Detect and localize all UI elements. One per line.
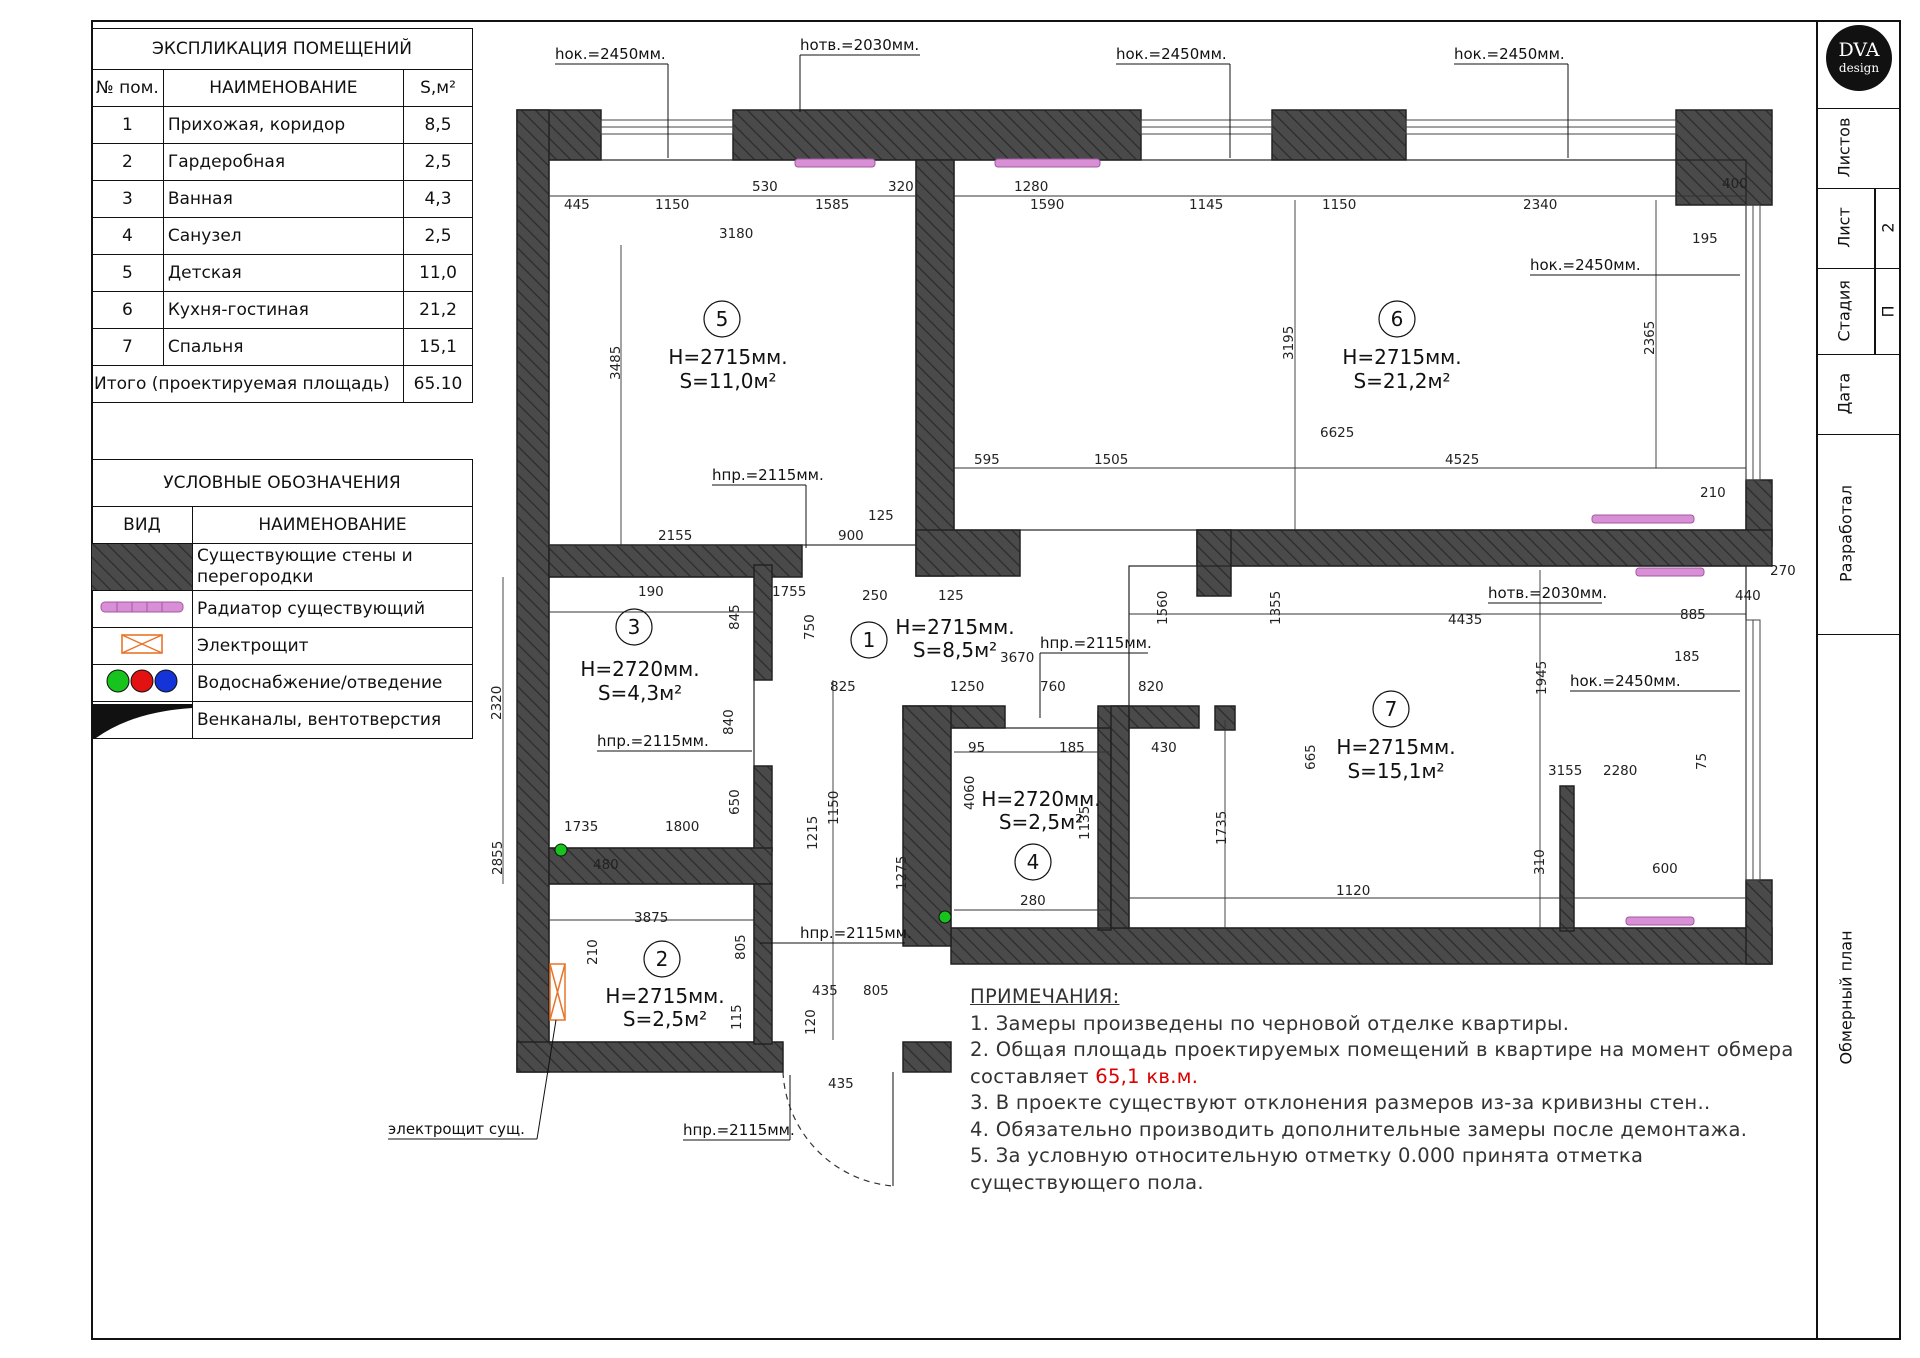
dim-label: 1560 xyxy=(1155,590,1171,625)
explication-title: ЭКСПЛИКАЦИЯ ПОМЕЩЕНИЙ xyxy=(92,29,473,70)
row-num: 2 xyxy=(92,144,164,181)
dim-label: 1585 xyxy=(815,197,850,213)
dim-label: 805 xyxy=(863,983,889,999)
notes-block xyxy=(970,984,1794,1196)
total-label: Итого (проектируемая площадь) xyxy=(92,366,404,403)
row-num: 5 xyxy=(92,255,164,292)
dim-label: 210 xyxy=(585,939,601,965)
note-line: 1. Замеры произведены по черновой отделке квартиры. xyxy=(970,1011,1570,1035)
legend-label: Радиатор существующий xyxy=(193,591,473,628)
callout-door-room5: hпр.=2115мм. xyxy=(712,466,824,484)
note-line: 4. Обязательно производить дополнительные замеры после демонтажа. xyxy=(970,1117,1748,1141)
dim-label: 845 xyxy=(727,604,743,630)
col-header-num: № пом. xyxy=(92,70,164,107)
dim-label: 4435 xyxy=(1448,612,1483,628)
total-area-value: 65,1 кв.м. xyxy=(1095,1064,1199,1088)
row-name: Спальня xyxy=(163,329,403,366)
row-name: Кухня-гостиная xyxy=(163,292,403,329)
dim-label: 1735 xyxy=(564,819,599,835)
room-area: S=11,0м² xyxy=(679,369,777,393)
dim-label: 1120 xyxy=(1336,883,1371,899)
dim-label: 75 xyxy=(1694,752,1710,770)
row-name: Санузел xyxy=(163,218,403,255)
dim-label: 2155 xyxy=(658,528,693,544)
dim-label: 1150 xyxy=(1322,197,1357,213)
dim-label: 2320 xyxy=(489,685,505,720)
legend-header-view: ВИД xyxy=(92,507,193,544)
dim-label: 2340 xyxy=(1523,197,1558,213)
dim-label: 310 xyxy=(1532,849,1548,875)
row-num: 3 xyxy=(92,181,164,218)
drawing-title: Обмерный план xyxy=(1836,930,1856,1065)
dim-label: 1215 xyxy=(805,815,821,850)
dim-label: 595 xyxy=(974,452,1000,468)
dim-label: 125 xyxy=(938,588,964,604)
radiator-icon xyxy=(1626,917,1694,925)
dim-label: 1735 xyxy=(1214,810,1230,845)
sheet-label: Лист xyxy=(1834,207,1854,248)
date-label: Дата xyxy=(1834,372,1854,415)
room-labels xyxy=(580,301,1461,1031)
callout-vent-top: hотв.=2030мм. xyxy=(800,36,920,54)
room-number: 3 xyxy=(627,615,641,639)
notes-title: ПРИМЕЧАНИЯ: xyxy=(970,985,1120,1008)
col-header-area: S,м² xyxy=(404,70,473,107)
row-name: Детская xyxy=(163,255,403,292)
stage-label: Стадия xyxy=(1834,280,1854,342)
callout-door-room3: hпр.=2115мм. xyxy=(597,732,709,750)
room-3-label xyxy=(580,609,699,705)
note-line: 3. В проекте существуют отклонения размеров из-за кривизны стен.. xyxy=(970,1091,1711,1114)
dim-label: 1150 xyxy=(655,197,690,213)
room-number: 5 xyxy=(715,307,729,331)
dim-label: 185 xyxy=(1059,740,1085,756)
dim-label: 825 xyxy=(830,679,856,695)
dim-label: 1590 xyxy=(1030,197,1065,213)
dim-label: 600 xyxy=(1652,861,1678,877)
dim-label: 900 xyxy=(838,528,864,544)
dim-label: 440 xyxy=(1735,588,1761,604)
callout-window-top1: hок.=2450мм. xyxy=(555,45,666,63)
stamp-cell xyxy=(1816,108,1901,188)
dim-label: 760 xyxy=(1040,679,1066,695)
room-area: S=8,5м² xyxy=(912,638,998,662)
row-name: Прихожая, коридор xyxy=(163,107,403,144)
dim-label: 2855 xyxy=(490,840,506,875)
callout-vent-right: hотв.=2030мм. xyxy=(1488,584,1608,602)
room-6-label xyxy=(1342,301,1461,393)
stamp-cell xyxy=(1816,354,1901,434)
callout-door-room2: hпр.=2115мм. xyxy=(800,924,912,942)
stamp-cell xyxy=(1816,434,1901,634)
note-line: 2. Общая площадь проектируемых помещений в квартире на момент обмера xyxy=(970,1038,1794,1061)
logo-line2: design xyxy=(1838,61,1880,75)
dim-label: 1275 xyxy=(894,855,910,890)
dim-label: 805 xyxy=(733,934,749,960)
room-number: 2 xyxy=(655,947,669,971)
radiator-icon xyxy=(1636,568,1704,576)
legend-label: Электрощит xyxy=(193,628,473,665)
dim-label: 3180 xyxy=(719,226,754,242)
room-height: H=2720мм. xyxy=(580,657,700,681)
dim-label: 1355 xyxy=(1268,590,1284,625)
callout-window-top2: hок.=2450мм. xyxy=(1116,45,1227,63)
dim-label: 530 xyxy=(752,179,778,195)
row-num: 1 xyxy=(92,107,164,144)
note-line: 5. За условную относительную отметку 0.000 принята отметка xyxy=(970,1144,1644,1167)
logo-line1: DVA xyxy=(1838,39,1880,61)
room-height: H=2715мм. xyxy=(668,345,788,369)
room-height: H=2715мм. xyxy=(895,615,1015,639)
room-4-label xyxy=(981,787,1100,880)
stamp-divider xyxy=(1874,188,1876,354)
room-1-label xyxy=(851,615,1015,662)
dim-label: 435 xyxy=(828,1076,854,1092)
room-5-label xyxy=(668,301,787,393)
room-height: H=2715мм. xyxy=(1336,735,1456,759)
dim-label: 480 xyxy=(593,857,619,873)
dim-label: 3485 xyxy=(608,345,624,380)
row-name: Гардеробная xyxy=(163,144,403,181)
legend-header-name: НАИМЕНОВАНИЕ xyxy=(193,507,473,544)
note-line: существующего пола. xyxy=(970,1170,1204,1194)
callout-door-corridor: hпр.=2115мм. xyxy=(1040,634,1152,652)
windows xyxy=(601,120,1760,880)
dim-label: 3195 xyxy=(1281,325,1297,360)
dim-label: 250 xyxy=(862,588,888,604)
note-prefix: составляет xyxy=(970,1064,1096,1088)
callout-window-top3: hок.=2450мм. xyxy=(1454,45,1565,63)
room-number: 1 xyxy=(862,628,876,652)
row-area: 8,5 xyxy=(404,107,473,144)
room-number: 4 xyxy=(1026,850,1040,874)
dim-label: 3155 xyxy=(1548,763,1583,779)
legend-label: Существующие стены и перегородки xyxy=(193,544,473,591)
dim-label: 1800 xyxy=(665,819,700,835)
col-header-name: НАИМЕНОВАНИЕ xyxy=(163,70,403,107)
room-number: 7 xyxy=(1384,697,1398,721)
dim-label: 125 xyxy=(868,508,894,524)
row-num: 4 xyxy=(92,218,164,255)
room-height: H=2715мм. xyxy=(605,984,725,1008)
total-value: 65.10 xyxy=(404,366,473,403)
dim-label: 1755 xyxy=(772,584,807,600)
row-area: 2,5 xyxy=(404,218,473,255)
legend-label: Водоснабжение/отведение xyxy=(193,665,473,702)
legend-title: УСЛОВНЫЕ ОБОЗНАЧЕНИЯ xyxy=(92,460,473,507)
radiator-icon xyxy=(795,159,875,167)
row-name: Ванная xyxy=(163,181,403,218)
room-area: S=2,5м² xyxy=(998,810,1084,834)
dim-label: 270 xyxy=(1770,563,1796,579)
dim-label: 210 xyxy=(1700,485,1726,501)
legend-label: Венканалы, вентотверстия xyxy=(193,702,473,739)
room-area: S=4,3м² xyxy=(597,681,683,705)
dim-label: 120 xyxy=(803,1009,819,1035)
dim-label: 115 xyxy=(729,1004,745,1030)
radiator-icon xyxy=(1592,515,1694,523)
row-num: 7 xyxy=(92,329,164,366)
stamp-cell xyxy=(1816,634,1901,1340)
dim-label: 1150 xyxy=(826,790,842,825)
dim-label: 1280 xyxy=(1014,179,1049,195)
dim-label: 4525 xyxy=(1445,452,1480,468)
dim-label: 445 xyxy=(564,197,590,213)
sheet-value: 2 xyxy=(1878,222,1898,233)
row-area: 4,3 xyxy=(404,181,473,218)
title-block xyxy=(1816,20,1901,1340)
dim-label: 95 xyxy=(968,740,986,756)
dim-label: 820 xyxy=(1138,679,1164,695)
dim-label: 1505 xyxy=(1094,452,1129,468)
callout-panel: электрощит сущ. xyxy=(388,1120,525,1138)
dim-label: 6625 xyxy=(1320,425,1355,441)
dim-label: 4060 xyxy=(962,775,978,810)
dim-label: 1145 xyxy=(1189,197,1224,213)
row-area: 21,2 xyxy=(404,292,473,329)
room-number: 6 xyxy=(1390,307,1404,331)
radiator-icon xyxy=(995,159,1100,167)
dim-label: 665 xyxy=(1303,744,1319,770)
dim-label: 2365 xyxy=(1642,320,1658,355)
callout-window-right1: hок.=2450мм. xyxy=(1530,256,1641,274)
room-height: H=2715мм. xyxy=(1342,345,1462,369)
dim-label: 190 xyxy=(638,584,664,600)
dim-label: 1945 xyxy=(1534,660,1550,695)
dim-label: 1135 xyxy=(1077,805,1093,840)
note-line xyxy=(970,1064,1794,1091)
dim-label: 435 xyxy=(812,983,838,999)
room-area: S=2,5м² xyxy=(622,1007,708,1031)
dim-label: 185 xyxy=(1674,649,1700,665)
room-7-label xyxy=(1336,691,1455,783)
dim-label: 430 xyxy=(1151,740,1177,756)
dim-label: 3670 xyxy=(1000,650,1035,666)
room-2-label xyxy=(605,941,724,1031)
sheets-label: Листов xyxy=(1834,117,1854,178)
dim-label: 3875 xyxy=(634,910,669,926)
company-logo xyxy=(1826,25,1892,91)
room-area: S=15,1м² xyxy=(1347,759,1445,783)
dim-label: 1250 xyxy=(950,679,985,695)
dim-label: 885 xyxy=(1680,607,1706,623)
row-area: 2,5 xyxy=(404,144,473,181)
electric-panel-icon xyxy=(550,964,565,1020)
room-height: H=2720мм. xyxy=(981,787,1101,811)
dim-label: 650 xyxy=(727,789,743,815)
callout-door-entry: hпр.=2115мм. xyxy=(683,1121,795,1139)
dim-label: 320 xyxy=(888,179,914,195)
dim-label: 2280 xyxy=(1603,763,1638,779)
row-area: 15,1 xyxy=(404,329,473,366)
row-area: 11,0 xyxy=(404,255,473,292)
stage-value: П xyxy=(1878,305,1898,318)
dim-label: 840 xyxy=(721,709,737,735)
author-label: Разработал xyxy=(1836,485,1856,582)
callout-window-right2: hок.=2450мм. xyxy=(1570,672,1681,690)
room-area: S=21,2м² xyxy=(1353,369,1451,393)
dim-label: 280 xyxy=(1020,893,1046,909)
dim-label: 750 xyxy=(802,614,818,640)
row-num: 6 xyxy=(92,292,164,329)
dim-label: 195 xyxy=(1692,231,1718,247)
dim-label: 400 xyxy=(1722,176,1748,192)
